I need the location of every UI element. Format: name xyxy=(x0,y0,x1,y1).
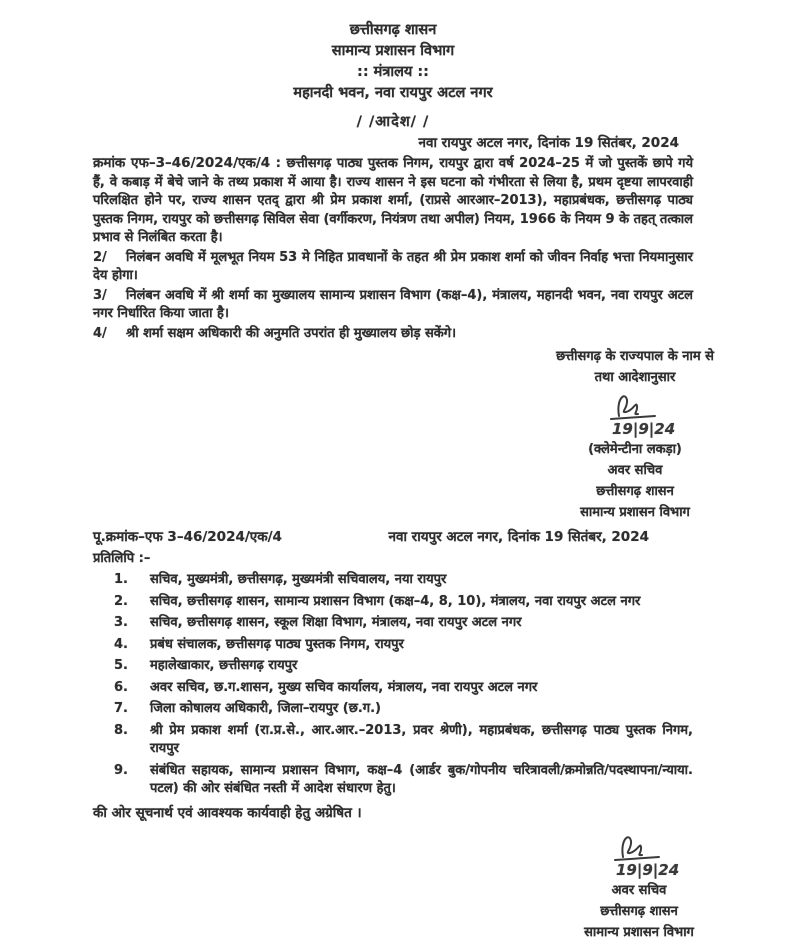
list-item-text: जिला कोषालय अधिकारी, जिला–रायपुर (छ.ग.) xyxy=(150,701,381,716)
endorsement-reference-number: पू.क्रमांक–एफ 3–46/2024/एक/4 xyxy=(93,529,282,545)
list-item-text: सचिव, छत्तीसगढ़ शासन, स्कूल शिक्षा विभाग, मंत्रालय, नवा रायपुर अटल नगर xyxy=(150,615,522,630)
list-item-number: 9. xyxy=(114,762,128,778)
authority-line-2: तथा आदेशानुसार xyxy=(594,370,676,385)
signature-block-secondary xyxy=(513,830,765,943)
signature-scribble-icon xyxy=(585,389,685,439)
handwritten-signature xyxy=(499,389,771,439)
clause-number: 4/ xyxy=(93,325,107,341)
signatory-name: (क्लेमेन्टीना लकड़ा) xyxy=(588,442,682,457)
list-item-number: 6. xyxy=(114,679,128,695)
list-item xyxy=(93,762,693,799)
forwarding-line: की ओर सूचनार्थ एवं आवश्यक कार्यवाही हेतु अग्रेषित । xyxy=(93,804,362,821)
order-dateline: नवा रायपुर अटल नगर, दिनांक 19 सितंबर, 2024 xyxy=(418,134,679,151)
list-item-number: 8. xyxy=(114,722,128,738)
copy-to-list xyxy=(93,571,693,799)
list-item-number: 1. xyxy=(114,572,128,587)
letterhead-address: महानदी भवन, नवा रायपुर अटल नगर xyxy=(293,85,493,101)
list-item-text: सचिव, छत्तीसगढ़ शासन, सामान्य प्रशासन विभाग (कक्ष–4, 8, 10), मंत्रालय, नवा रायपुर अटल नगर xyxy=(150,593,641,609)
list-item-text: महालेखाकार, छत्तीसगढ़ रायपुर xyxy=(150,658,298,673)
order-reference-number: क्रमांक एफ–3–46/2024/एक/4 xyxy=(93,155,271,171)
authority-line-1: छत्तीसगढ़ के राज्यपाल के नाम से xyxy=(556,349,714,364)
signatory-designation: अवर सचिव xyxy=(611,883,667,898)
order-clause-3 xyxy=(93,287,693,324)
list-item-number: 5. xyxy=(114,658,128,673)
endorsement-header xyxy=(93,528,693,547)
list-item-number: 7. xyxy=(114,701,128,716)
list-item xyxy=(93,722,693,759)
list-item-text: सचिव, मुख्यमंत्री, छत्तीसगढ़, मुख्यमंत्री सचिवालय, नया रायपुर xyxy=(150,572,447,587)
list-item-text: संबंधित सहायक, सामान्य प्रशासन विभाग, कक्ष–4 (आर्डर बुक/गोपनीय चरित्रावली/क्रमोन्नति/पदस्थापना/न्याया. पटल) की ओर संबंधित नस्ती में आदेश संधारण हेतु। xyxy=(150,762,693,796)
clause-number: 3/ xyxy=(93,287,107,303)
signatory-designation: अवर सचिव xyxy=(607,463,663,478)
list-item xyxy=(93,593,693,612)
endorsement-dateline: नवा रायपुर अटल नगर, दिनांक 19 सितंबर, 2024 xyxy=(388,529,649,545)
clause-text: निलंबन अवधि में मूलभूत नियम 53 मे निहित प्रावधानों के तहत श्री प्रेम प्रकाश शर्मा को जीवन निर्वाह भत्ता नियमानुसार देय होगा। xyxy=(93,249,693,283)
handwritten-signature xyxy=(513,830,765,880)
signature-date: 19|9|24 xyxy=(612,420,676,438)
list-item-text: प्रबंध संचालक, छत्तीसगढ़ पाठ्य पुस्तक निगम, रायपुर xyxy=(150,636,404,652)
signature-scribble-icon xyxy=(589,830,689,880)
signatory-org-line-1: छत्तीसगढ़ शासन xyxy=(600,904,678,919)
list-item-number: 3. xyxy=(114,615,128,630)
signatory-org-line-2: सामान्य प्रशासन विभाग xyxy=(584,925,694,940)
list-item-number: 2. xyxy=(114,593,128,609)
signature-block-primary xyxy=(499,346,771,523)
list-item xyxy=(93,657,693,676)
clause-number: 2/ xyxy=(93,249,107,265)
list-item xyxy=(93,571,693,590)
order-paragraph-1 xyxy=(93,154,693,248)
order-paragraph-1-text: : छत्तीसगढ़ पाठ्य पुस्तक निगम, रायपुर द्वारा वर्ष 2024–25 में जो पुस्तकें छापे गये हैं, वे कबाड़ में बेचे जाने के तथ्य प्रकाश में आया है। राज्य शासन ने इस घटना को गंभीरता से लिया है, प्रथम दृष्टया लापरवाही परिलक्षित होने पर, राज्य शासन एतद् द्वारा श्री प्रेम प्रकाश शर्मा, (राप्रसे आरआर–2013), महाप्रबंधक, छत्तीसगढ़ पाठ्य पुस्तक निगम, रायपुर को छत्तीसगढ़ सिविल सेवा (वर्गीकरण, नियंत्रण तथा अपील) नियम, 1966 के नियम 9 के तहत् तत्काल प्रभाव से निलंबित करता है। xyxy=(93,156,693,245)
clause-text: निलंबन अवधि में श्री शर्मा का मुख्यालय सामान्य प्रशासन विभाग (कक्ष–4), मंत्रालय, महानदी भवन, नवा रायपुर अटल नगर निर्धारित किया जाता है। xyxy=(93,287,693,321)
signatory-org-line-2: सामान्य प्रशासन विभाग xyxy=(580,505,690,520)
letterhead-government: छत्तीसगढ़ शासन xyxy=(349,22,437,38)
list-item-text: श्री प्रेम प्रकाश शर्मा (रा.प्र.से., आर.आर.–2013, प्रवर श्रेणी), महाप्रबंधक, छत्तीसगढ़ पाठ्य पुस्तक निगम, रायपुर xyxy=(150,722,693,756)
list-item-text: अवर सचिव, छ.ग.शासन, मुख्य सचिव कार्यालय, मंत्रालय, नवा रायपुर अटल नगर xyxy=(150,679,538,695)
letterhead-ministry: :: मंत्रालय :: xyxy=(357,64,429,80)
signatory-org-line-1: छत्तीसगढ़ शासन xyxy=(596,484,674,499)
order-clause-2 xyxy=(93,249,693,286)
signature-date: 19|9|24 xyxy=(616,861,680,879)
list-item xyxy=(93,679,693,698)
clause-text: श्री शर्मा सक्षम अधिकारी की अनुमति उपरांत ही मुख्यालय छोड़ सकेंगे। xyxy=(126,325,457,341)
list-item xyxy=(93,700,693,719)
list-item xyxy=(93,614,693,633)
copy-to-label: प्रतिलिपि :– xyxy=(93,550,151,566)
letterhead-department: सामान्य प्रशासन विभाग xyxy=(331,43,455,59)
list-item-number: 4. xyxy=(114,636,128,652)
letterhead xyxy=(93,20,693,104)
order-clause-4 xyxy=(93,325,693,344)
list-item xyxy=(93,636,693,655)
order-title: / /आदेश/ / xyxy=(356,114,430,130)
